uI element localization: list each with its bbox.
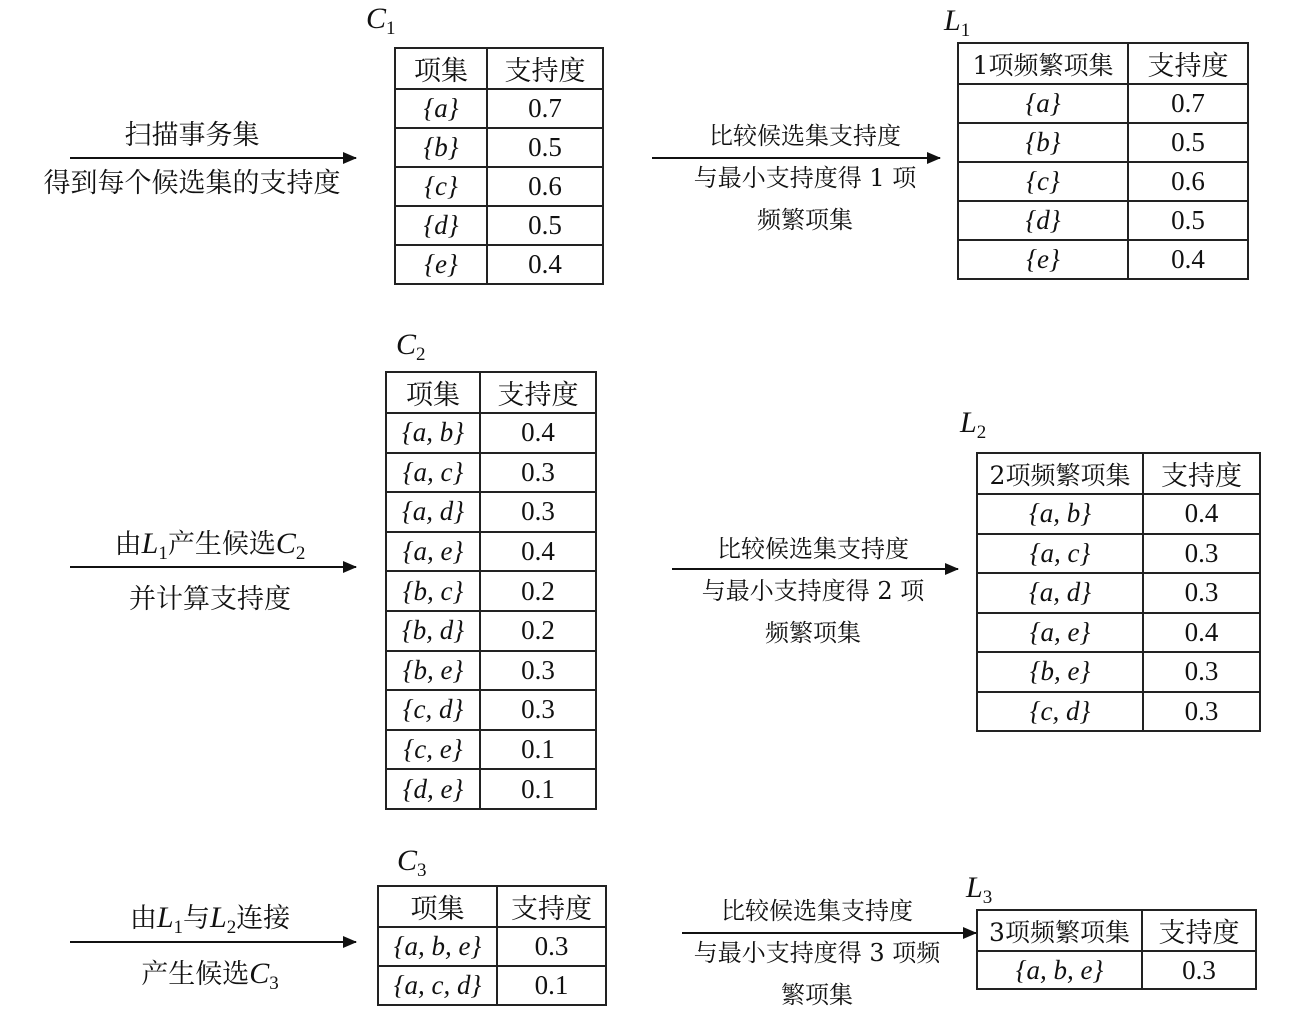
support-cell: 0.7 [487,89,603,128]
itemset-cell: {b, d} [386,611,480,651]
itemset-cell: {a, c, d} [378,966,497,1005]
table-row [386,651,596,691]
label-text: 产生候选 [167,529,276,560]
table-row [977,951,1256,989]
table-row [378,966,606,1005]
itemset-cell: {e} [958,240,1128,279]
itemset-cell: {a, c} [977,534,1143,574]
frequent-table-l2 [976,452,1261,732]
header-support: 支持度 [1128,43,1248,84]
step-label-scan [12,116,372,204]
table-row [958,240,1248,279]
table-row [958,123,1248,162]
table-row [386,730,596,770]
label-variable: $L_1$ [156,901,183,938]
table-name-l1 [944,6,970,46]
table-name-c1 [366,4,396,44]
itemset-cell: {d} [958,201,1128,240]
table-row [958,201,1248,240]
table-name-l3 [966,873,992,913]
support-cell: 0.4 [480,532,596,572]
itemset-cell: {a, b} [977,494,1143,534]
compare-label-line: 繁项集 [781,981,853,1009]
support-cell: 0.3 [480,651,596,691]
support-cell: 0.3 [497,927,606,966]
support-cell: 0.5 [487,206,603,245]
table-row [395,128,603,167]
compare-label-line: 与最小支持度得 3 项频 [693,939,941,967]
step-label-generate-c3 [60,898,360,1004]
table-row [395,245,603,284]
support-cell: 0.6 [1128,162,1248,201]
itemset-cell: {b, e} [386,651,480,691]
itemset-cell: {c, d} [977,692,1143,732]
support-cell: 0.4 [1128,240,1248,279]
support-cell: 0.3 [1143,652,1260,692]
candidate-table-c1 [394,47,604,285]
table-row [395,206,603,245]
support-cell: 0.2 [480,611,596,651]
table-name-letter: C [397,844,418,877]
compare-label-2 [668,528,958,654]
table-row [386,769,596,809]
table-row [958,84,1248,123]
itemset-cell: {c} [958,162,1128,201]
table-row [386,492,596,532]
table-name-subscript: 3 [982,887,993,908]
header-itemset: 项集 [378,886,497,927]
support-cell: 0.5 [487,128,603,167]
compare-label-line: 频繁项集 [765,619,861,647]
header-support: 支持度 [1142,910,1256,951]
header-itemset: 3项频繁项集 [977,910,1142,951]
itemset-cell: {a, b, e} [977,951,1142,989]
table-row [977,652,1260,692]
header-itemset: 2项频繁项集 [977,453,1143,494]
header-itemset: 项集 [395,48,487,89]
frequent-table-l3 [976,909,1257,990]
table-row [386,611,596,651]
table-row [378,927,606,966]
itemset-cell: {a, e} [977,613,1143,653]
label-variable: $L_1$ [141,527,168,564]
support-cell: 0.3 [1143,692,1260,732]
label-text: 产生候选 [141,959,250,990]
itemset-cell: {a, b, e} [378,927,497,966]
step-label-line [60,954,360,1004]
table-row [977,613,1260,653]
step-label-line: 得到每个候选集的支持度 [43,168,341,199]
support-cell: 0.3 [480,690,596,730]
label-text: 与 [183,903,210,934]
itemset-cell: {a, b} [386,413,480,453]
support-cell: 0.2 [480,571,596,611]
compare-label-line: 比较候选集支持度 [721,897,913,925]
support-cell: 0.5 [1128,201,1248,240]
table-name-subscript: 1 [960,20,971,41]
label-variable: $C_2$ [275,527,306,564]
header-itemset: 项集 [386,372,480,413]
label-text: 连接 [236,903,291,934]
itemset-cell: {c, e} [386,730,480,770]
support-cell: 0.4 [1143,494,1260,534]
support-cell: 0.3 [480,453,596,493]
table-name-letter: L [960,406,977,439]
support-cell: 0.1 [480,730,596,770]
table-row [958,162,1248,201]
table-row [395,89,603,128]
table-name-subscript: 2 [976,422,987,443]
table-row [977,692,1260,732]
table-name-subscript: 1 [386,18,396,39]
itemset-cell: {d, e} [386,769,480,809]
header-support: 支持度 [480,372,596,413]
itemset-cell: {a} [395,89,487,128]
compare-label-line: 频繁项集 [757,206,853,234]
step-label-line [60,898,360,948]
support-cell: 0.4 [1143,613,1260,653]
frequent-table-l1 [957,42,1249,280]
itemset-cell: {b, e} [977,652,1143,692]
itemset-cell: {a, c} [386,453,480,493]
table-name-c3 [397,846,427,886]
itemset-cell: {c, d} [386,690,480,730]
compare-label-line: 与最小支持度得 2 项 [701,577,925,605]
compare-label-line: 比较候选集支持度 [709,122,901,150]
header-support: 支持度 [487,48,603,89]
support-cell: 0.7 [1128,84,1248,123]
table-name-subscript: 2 [416,344,426,365]
table-row [386,413,596,453]
header-support: 支持度 [1143,453,1260,494]
table-row [977,534,1260,574]
itemset-cell: {b, c} [386,571,480,611]
candidate-table-c2 [385,371,597,810]
step-label-line [60,524,360,574]
step-label-line: 并计算支持度 [129,584,291,615]
header-support: 支持度 [497,886,606,927]
compare-label-line: 与最小支持度得 1 项 [693,164,917,192]
table-row [386,453,596,493]
itemset-cell: {a, d} [386,492,480,532]
header-itemset: 1项频繁项集 [958,43,1128,84]
step-label-line: 扫描事务集 [124,120,260,151]
table-name-l2 [960,408,986,448]
label-variable: $L_2$ [210,901,237,938]
support-cell: 0.3 [1143,573,1260,613]
table-row [386,690,596,730]
table-name-letter: C [396,328,417,361]
candidate-table-c3 [377,885,607,1006]
table-row [977,573,1260,613]
label-variable: $C_3$ [249,957,279,994]
table-name-letter: L [944,4,961,37]
table-row [386,571,596,611]
table-name-c2 [396,330,426,370]
itemset-cell: {b} [395,128,487,167]
itemset-cell: {a, e} [386,532,480,572]
table-name-letter: L [966,871,983,904]
itemset-cell: {b} [958,123,1128,162]
support-cell: 0.6 [487,167,603,206]
support-cell: 0.3 [1143,534,1260,574]
compare-label-3 [672,890,962,1016]
compare-label-1 [660,115,950,241]
compare-label-line: 比较候选集支持度 [717,535,909,563]
support-cell: 0.3 [480,492,596,532]
support-cell: 0.5 [1128,123,1248,162]
table-row [395,167,603,206]
support-cell: 0.4 [487,245,603,284]
table-name-subscript: 3 [417,860,427,881]
table-name-letter: C [366,2,387,35]
step-label-generate-c2 [60,524,360,620]
support-cell: 0.3 [1142,951,1256,989]
itemset-cell: {c} [395,167,487,206]
itemset-cell: {a, d} [977,573,1143,613]
itemset-cell: {e} [395,245,487,284]
support-cell: 0.1 [497,966,606,1005]
label-text: 由 [129,903,157,934]
itemset-cell: {d} [395,206,487,245]
label-text: 由 [114,529,142,560]
table-row [386,532,596,572]
itemset-cell: {a} [958,84,1128,123]
support-cell: 0.1 [480,769,596,809]
support-cell: 0.4 [480,413,596,453]
table-row [977,494,1260,534]
